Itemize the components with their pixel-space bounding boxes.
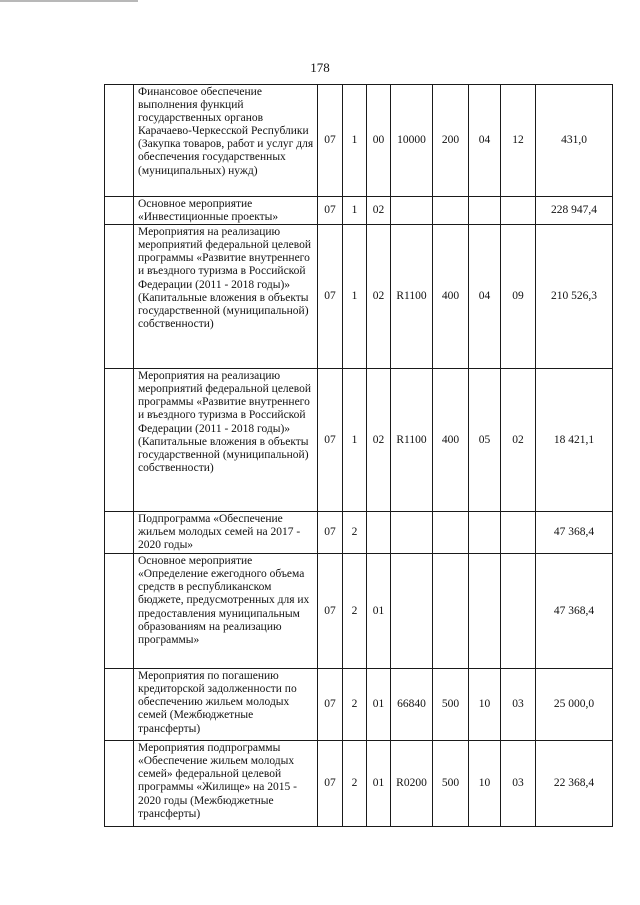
code-cell — [469, 554, 501, 669]
code-cell: 04 — [469, 225, 501, 369]
amount-cell: 47 368,4 — [536, 512, 613, 554]
blank-cell — [105, 225, 134, 369]
code-cell: 10000 — [391, 85, 433, 197]
code-cell: 1 — [343, 85, 367, 197]
code-cell: 05 — [469, 369, 501, 512]
code-cell: 07 — [318, 512, 343, 554]
blank-cell — [105, 85, 134, 197]
code-cell — [391, 512, 433, 554]
table-row — [105, 369, 613, 512]
table-row — [105, 512, 613, 554]
page-number: 178 — [310, 60, 330, 75]
blank-cell — [105, 669, 134, 741]
code-cell: 01 — [367, 554, 391, 669]
code-cell: 200 — [433, 85, 469, 197]
row-name: Мероприятия на реализацию мероприятий федеральной целевой программы «Развитие внутреннего и въездного туризма в Российской Федерации (2011 - 2018 годы)» (Капитальные вложения в объекты государственной (муниципальной) собственности) — [134, 369, 318, 512]
amount-cell: 25 000,0 — [536, 669, 613, 741]
code-cell: 00 — [367, 85, 391, 197]
code-cell: 10 — [469, 669, 501, 741]
code-cell — [501, 512, 536, 554]
code-cell — [469, 197, 501, 225]
row-name: Мероприятия подпрограммы «Обеспечение жильем молодых семей» федеральной целевой программы «Жилище» на 2015 - 2020 годы (Межбюджетные трансферты) — [134, 741, 318, 827]
code-cell — [469, 512, 501, 554]
code-cell: 02 — [501, 369, 536, 512]
code-cell: 2 — [343, 512, 367, 554]
row-name: Основное мероприятие «Определение ежегодного объема средств в республиканском бюджете, предусмотренных для их предоставления муниципальным образованиям на реализацию программы» — [134, 554, 318, 669]
code-cell: 10 — [469, 741, 501, 827]
row-name: Мероприятия по погашению кредиторской задолженности по обеспечению жильем молодых семей (Межбюджетные трансферты) — [134, 669, 318, 741]
code-cell: 07 — [318, 741, 343, 827]
code-cell: 66840 — [391, 669, 433, 741]
code-cell: 2 — [343, 669, 367, 741]
row-name: Финансовое обеспечение выполнения функций государственных органов Карачаево-Черкесской Республики (Закупка товаров, работ и услуг для обеспечения государственных (муниципальных) нужд) — [134, 85, 318, 197]
budget-table — [104, 84, 613, 827]
code-cell: 03 — [501, 741, 536, 827]
code-cell: 03 — [501, 669, 536, 741]
code-cell: 01 — [367, 669, 391, 741]
amount-cell: 431,0 — [536, 85, 613, 197]
row-name: Основное мероприятие «Инвестиционные проекты» — [134, 197, 318, 225]
code-cell — [391, 554, 433, 669]
amount-cell: 228 947,4 — [536, 197, 613, 225]
code-cell — [501, 197, 536, 225]
blank-cell — [105, 741, 134, 827]
blank-cell — [105, 197, 134, 225]
code-cell — [433, 197, 469, 225]
code-cell: 500 — [433, 741, 469, 827]
blank-cell — [105, 369, 134, 512]
code-cell: 07 — [318, 225, 343, 369]
code-cell: 1 — [343, 225, 367, 369]
scan-edge-mark — [0, 0, 138, 2]
code-cell: 07 — [318, 369, 343, 512]
table-row — [105, 197, 613, 225]
code-cell: R1100 — [391, 225, 433, 369]
table-row — [105, 669, 613, 741]
code-cell: 02 — [367, 369, 391, 512]
code-cell — [501, 554, 536, 669]
amount-cell: 22 368,4 — [536, 741, 613, 827]
code-cell: 12 — [501, 85, 536, 197]
code-cell: 09 — [501, 225, 536, 369]
code-cell: 07 — [318, 85, 343, 197]
row-name: Мероприятия на реализацию мероприятий федеральной целевой программы «Развитие внутреннего и въездного туризма в Российской Федерации (2011 - 2018 годы)» (Капитальные вложения в объекты государственной (муниципальной) собственности) — [134, 225, 318, 369]
code-cell: 2 — [343, 554, 367, 669]
code-cell: 07 — [318, 669, 343, 741]
row-name: Подпрограмма «Обеспечение жильем молодых семей на 2017 - 2020 годы» — [134, 512, 318, 554]
code-cell — [433, 554, 469, 669]
code-cell: 500 — [433, 669, 469, 741]
blank-cell — [105, 512, 134, 554]
code-cell: 1 — [343, 197, 367, 225]
code-cell: 400 — [433, 225, 469, 369]
code-cell: 04 — [469, 85, 501, 197]
code-cell — [391, 197, 433, 225]
code-cell: 2 — [343, 741, 367, 827]
code-cell: 400 — [433, 369, 469, 512]
amount-cell: 210 526,3 — [536, 225, 613, 369]
code-cell: 1 — [343, 369, 367, 512]
code-cell: 07 — [318, 197, 343, 225]
amount-cell: 47 368,4 — [536, 554, 613, 669]
code-cell — [367, 512, 391, 554]
table-row — [105, 741, 613, 827]
code-cell: 01 — [367, 741, 391, 827]
amount-cell: 18 421,1 — [536, 369, 613, 512]
code-cell — [433, 512, 469, 554]
code-cell: R0200 — [391, 741, 433, 827]
code-cell: 02 — [367, 225, 391, 369]
table-row — [105, 554, 613, 669]
code-cell: R1100 — [391, 369, 433, 512]
table-row — [105, 85, 613, 197]
code-cell: 07 — [318, 554, 343, 669]
table-row — [105, 225, 613, 369]
blank-cell — [105, 554, 134, 669]
code-cell: 02 — [367, 197, 391, 225]
